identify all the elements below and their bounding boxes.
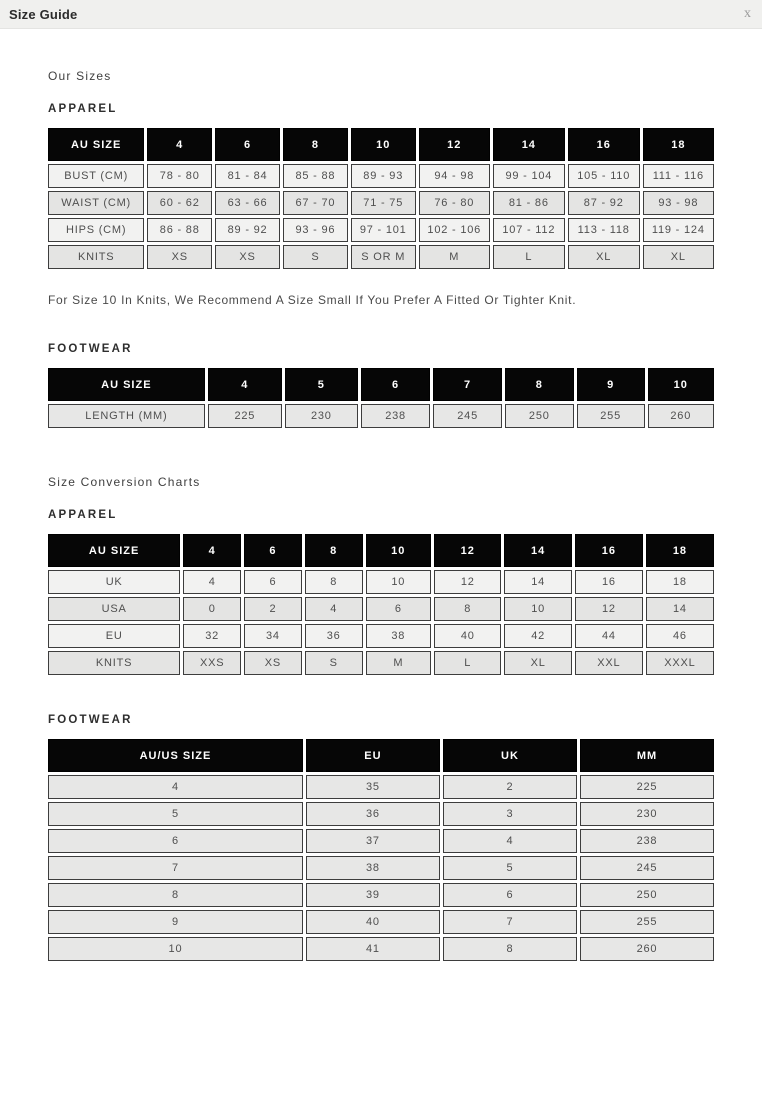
table-cell: 5	[443, 856, 577, 880]
table-cell: 6	[366, 597, 431, 621]
table-cell: 44	[575, 624, 643, 648]
table-cell: 97 - 101	[351, 218, 416, 242]
table-cell: UK	[48, 570, 180, 594]
table-cell: 14	[646, 597, 714, 621]
table-cell: XXS	[183, 651, 241, 675]
table-cell: S	[283, 245, 348, 269]
table-cell: 81 - 86	[493, 191, 565, 215]
table-cell: 119 - 124	[643, 218, 714, 242]
close-icon[interactable]: x	[744, 6, 751, 21]
table-header-cell: 4	[147, 128, 212, 161]
knits-note: For Size 10 In Knits, We Recommend A Size Small If You Prefer A Fitted Or Tighter Knit.	[48, 293, 577, 307]
table-cell: 0	[183, 597, 241, 621]
conversion-apparel-label: APPAREL	[48, 509, 118, 521]
dialog-header	[0, 0, 762, 29]
table-header-cell: 14	[493, 128, 565, 161]
table-cell: 93 - 96	[283, 218, 348, 242]
table-row	[48, 404, 714, 428]
table-header-row	[48, 739, 714, 772]
table-cell: 225	[208, 404, 282, 428]
table-cell: 16	[575, 570, 643, 594]
table-header-row	[48, 128, 714, 161]
table-cell: 4	[443, 829, 577, 853]
table-cell: 255	[577, 404, 645, 428]
table-cell: HIPS (CM)	[48, 218, 144, 242]
table-header-cell: 18	[643, 128, 714, 161]
table-cell: 230	[580, 802, 714, 826]
table-cell: 260	[580, 937, 714, 961]
table-cell: 230	[285, 404, 358, 428]
table-header-cell: 12	[434, 534, 501, 567]
table-cell: 113 - 118	[568, 218, 640, 242]
conversion-apparel-table	[45, 531, 717, 678]
table-row	[48, 597, 714, 621]
table-cell: 12	[575, 597, 643, 621]
table-header-cell: MM	[580, 739, 714, 772]
table-cell: M	[366, 651, 431, 675]
table-cell: LENGTH (MM)	[48, 404, 205, 428]
table-cell: S OR M	[351, 245, 416, 269]
table-cell: 4	[305, 597, 363, 621]
table-cell: 37	[306, 829, 440, 853]
table-cell: 3	[443, 802, 577, 826]
table-cell: 10	[504, 597, 571, 621]
table-cell: 78 - 80	[147, 164, 212, 188]
table-cell: XXL	[575, 651, 643, 675]
table-cell: 9	[48, 910, 303, 934]
conversion-heading: Size Conversion Charts	[48, 475, 201, 489]
table-cell: 86 - 88	[147, 218, 212, 242]
our-sizes-footwear-label: FOOTWEAR	[48, 343, 133, 355]
table-row	[48, 651, 714, 675]
table-header-cell: 6	[361, 368, 431, 401]
table-cell: 102 - 106	[419, 218, 490, 242]
table-cell: 7	[443, 910, 577, 934]
table-header-cell: UK	[443, 739, 577, 772]
table-cell: 6	[244, 570, 302, 594]
size-guide-content	[0, 29, 762, 964]
table-header-cell: 4	[208, 368, 282, 401]
table-cell: 63 - 66	[215, 191, 280, 215]
table-cell: 38	[366, 624, 431, 648]
table-cell: 5	[48, 802, 303, 826]
table-cell: 41	[306, 937, 440, 961]
table-header-cell: AU/US SIZE	[48, 739, 303, 772]
our-sizes-heading: Our Sizes	[48, 69, 112, 83]
table-cell: EU	[48, 624, 180, 648]
table-header-cell: 10	[648, 368, 714, 401]
table-cell: 76 - 80	[419, 191, 490, 215]
table-cell: S	[305, 651, 363, 675]
table-cell: XL	[568, 245, 640, 269]
table-header-cell: 16	[575, 534, 643, 567]
table-cell: 18	[646, 570, 714, 594]
table-row	[48, 802, 714, 826]
table-cell: XXXL	[646, 651, 714, 675]
our-sizes-apparel-table	[45, 125, 717, 272]
table-cell: KNITS	[48, 651, 180, 675]
table-row	[48, 570, 714, 594]
table-cell: 12	[434, 570, 501, 594]
table-row	[48, 164, 714, 188]
conversion-footwear-label: FOOTWEAR	[48, 714, 133, 726]
table-cell: BUST (CM)	[48, 164, 144, 188]
table-cell: 38	[306, 856, 440, 880]
table-cell: 2	[443, 775, 577, 799]
table-row	[48, 856, 714, 880]
table-cell: 8	[434, 597, 501, 621]
table-cell: 35	[306, 775, 440, 799]
table-cell: 71 - 75	[351, 191, 416, 215]
table-cell: 8	[443, 937, 577, 961]
table-cell: 32	[183, 624, 241, 648]
table-row	[48, 191, 714, 215]
table-row	[48, 245, 714, 269]
table-header-cell: 4	[183, 534, 241, 567]
table-cell: 42	[504, 624, 571, 648]
table-header-cell: 7	[433, 368, 501, 401]
table-cell: 111 - 116	[643, 164, 714, 188]
table-header-cell: AU SIZE	[48, 128, 144, 161]
table-cell: 7	[48, 856, 303, 880]
table-cell: 94 - 98	[419, 164, 490, 188]
table-cell: 40	[434, 624, 501, 648]
table-cell: 36	[306, 802, 440, 826]
table-cell: 6	[48, 829, 303, 853]
table-cell: L	[493, 245, 565, 269]
table-header-cell: EU	[306, 739, 440, 772]
table-cell: 6	[443, 883, 577, 907]
table-cell: 8	[48, 883, 303, 907]
table-cell: 36	[305, 624, 363, 648]
table-row	[48, 910, 714, 934]
table-row	[48, 829, 714, 853]
table-header-cell: 10	[366, 534, 431, 567]
table-cell: 245	[433, 404, 501, 428]
table-header-cell: 9	[577, 368, 645, 401]
table-cell: 238	[361, 404, 431, 428]
table-cell: 250	[580, 883, 714, 907]
table-cell: KNITS	[48, 245, 144, 269]
table-header-cell: 12	[419, 128, 490, 161]
table-cell: WAIST (CM)	[48, 191, 144, 215]
table-cell: 245	[580, 856, 714, 880]
table-cell: 89 - 93	[351, 164, 416, 188]
table-cell: XS	[215, 245, 280, 269]
table-header-cell: 16	[568, 128, 640, 161]
table-row	[48, 775, 714, 799]
table-cell: XL	[504, 651, 571, 675]
table-header-cell: 10	[351, 128, 416, 161]
table-header-cell: 14	[504, 534, 571, 567]
table-cell: 255	[580, 910, 714, 934]
table-cell: 60 - 62	[147, 191, 212, 215]
table-cell: 93 - 98	[643, 191, 714, 215]
table-cell: 260	[648, 404, 714, 428]
our-sizes-footwear-table	[45, 365, 717, 431]
table-cell: 8	[305, 570, 363, 594]
table-cell: 81 - 84	[215, 164, 280, 188]
table-cell: 10	[366, 570, 431, 594]
table-cell: 238	[580, 829, 714, 853]
table-header-cell: 6	[215, 128, 280, 161]
table-cell: 14	[504, 570, 571, 594]
table-cell: 85 - 88	[283, 164, 348, 188]
table-header-cell: 18	[646, 534, 714, 567]
table-header-cell: AU SIZE	[48, 534, 180, 567]
table-cell: 225	[580, 775, 714, 799]
table-cell: 105 - 110	[568, 164, 640, 188]
table-cell: M	[419, 245, 490, 269]
table-cell: 2	[244, 597, 302, 621]
table-cell: 39	[306, 883, 440, 907]
table-cell: 34	[244, 624, 302, 648]
table-row	[48, 624, 714, 648]
table-cell: XS	[244, 651, 302, 675]
table-header-cell: 6	[244, 534, 302, 567]
table-header-cell: 8	[505, 368, 574, 401]
table-cell: 67 - 70	[283, 191, 348, 215]
table-cell: 87 - 92	[568, 191, 640, 215]
table-row	[48, 218, 714, 242]
table-header-cell: 5	[285, 368, 358, 401]
table-cell: 107 - 112	[493, 218, 565, 242]
table-cell: L	[434, 651, 501, 675]
table-cell: USA	[48, 597, 180, 621]
table-cell: 46	[646, 624, 714, 648]
table-header-cell: 8	[305, 534, 363, 567]
conversion-footwear-table	[45, 736, 717, 964]
table-header-row	[48, 368, 714, 401]
table-cell: 4	[48, 775, 303, 799]
table-cell: 40	[306, 910, 440, 934]
our-sizes-apparel-label: APPAREL	[48, 103, 118, 115]
table-cell: XL	[643, 245, 714, 269]
table-cell: 10	[48, 937, 303, 961]
table-header-cell: AU SIZE	[48, 368, 205, 401]
table-cell: 99 - 104	[493, 164, 565, 188]
table-cell: 250	[505, 404, 574, 428]
dialog-title: Size Guide	[9, 6, 78, 22]
table-cell: 4	[183, 570, 241, 594]
table-row	[48, 937, 714, 961]
table-row	[48, 883, 714, 907]
table-cell: XS	[147, 245, 212, 269]
table-header-row	[48, 534, 714, 567]
table-header-cell: 8	[283, 128, 348, 161]
table-cell: 89 - 92	[215, 218, 280, 242]
